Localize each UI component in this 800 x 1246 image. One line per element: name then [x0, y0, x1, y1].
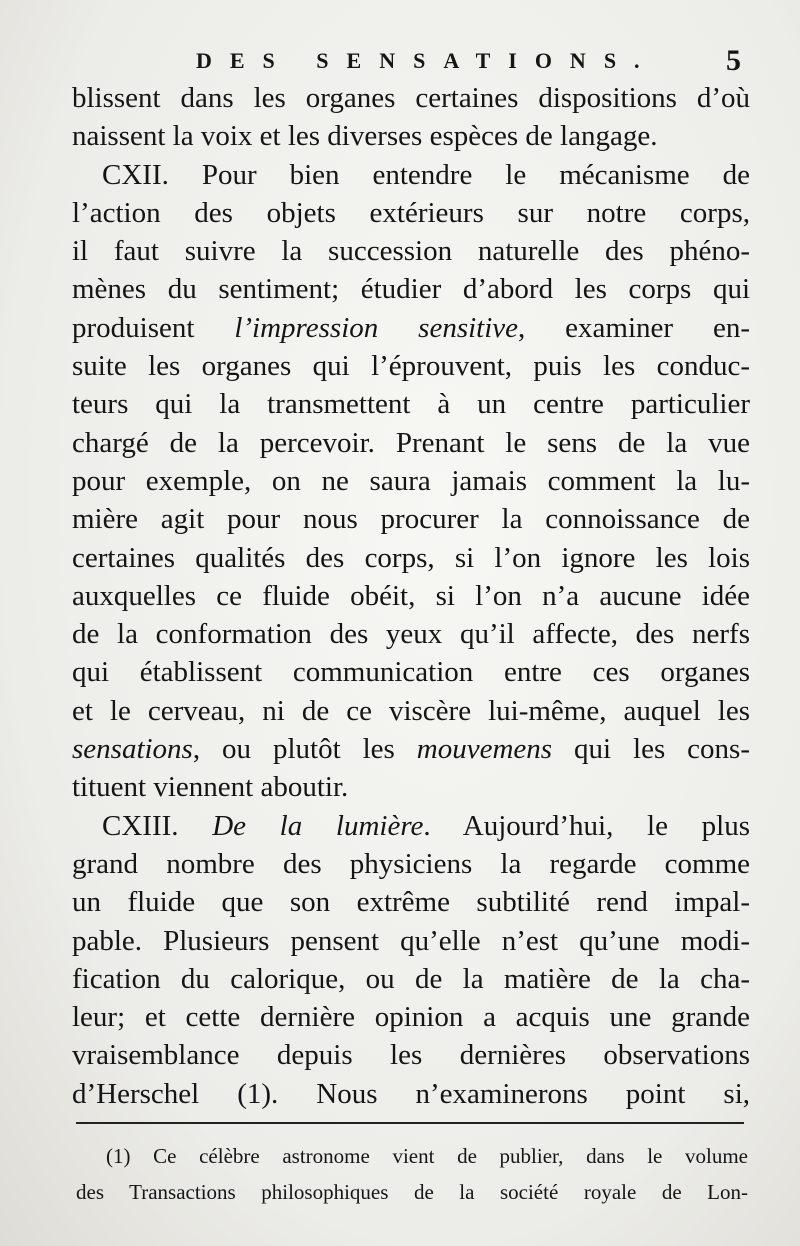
text-line: [72, 1075, 750, 1113]
italic-text: l’impression sensitive: [234, 311, 519, 344]
main-text: [72, 79, 750, 1113]
text-segment: mènes du sentiment; étudier d’abord les corps qui: [72, 273, 750, 306]
text-line: [72, 117, 750, 155]
text-line: [72, 156, 750, 194]
text-line: [72, 270, 750, 308]
text-line: [72, 347, 750, 385]
text-line: [72, 653, 750, 691]
text-segment: vraisemblance depuis les dernières observations: [72, 1039, 750, 1072]
text-segment: d’Herschel (1). Nous n’examinerons point si,: [72, 1077, 750, 1110]
text-segment: . Aujourd’hui, le plus: [423, 809, 750, 842]
text-line: [72, 692, 750, 730]
text-segment: auxquelles ce fluide obéit, si l’on n’a aucune idée: [72, 579, 750, 612]
text-line: [72, 922, 750, 960]
text-line: [72, 998, 750, 1036]
italic-text: De la lumière: [212, 809, 424, 842]
text-line: [72, 232, 750, 270]
text-segment: blissent dans les organes certaines dispositions d’où: [72, 82, 750, 114]
italic-text: sensations: [72, 733, 193, 766]
page-number: 5: [726, 44, 741, 77]
text-line: [72, 79, 750, 117]
text-line: [72, 424, 750, 462]
text-line: [72, 615, 750, 653]
footnote-line: (1) Ce célèbre astronome vient de publier, dans le volume: [106, 1144, 748, 1168]
text-segment: qui les cons-: [552, 733, 750, 766]
text-segment: grand nombre des physiciens la regarde comme: [72, 847, 750, 880]
text-segment: naissent la voix et les diverses espèces de langage.: [72, 120, 658, 153]
text-line: [72, 807, 750, 845]
text-line: [72, 194, 750, 232]
text-line: [72, 577, 750, 615]
text-line: [72, 730, 750, 768]
text-segment: fication du calorique, ou de la matière de la cha-: [72, 962, 750, 995]
text-segment: leur; et cette dernière opinion a acquis une grande: [72, 1001, 750, 1034]
text-line: [72, 883, 750, 921]
footnote: [76, 1138, 748, 1210]
text-line: [72, 768, 750, 806]
footnote-line: des Transactions philosophiques de la société royale de Lon-: [76, 1180, 748, 1204]
text-segment: teurs qui la transmettent à un centre particulier: [72, 388, 750, 421]
text-segment: CXII. Pour bien entendre le mécanisme de: [102, 158, 750, 191]
text-segment: , examiner en-: [518, 311, 751, 344]
text-segment: mière agit pour nous procurer la connoissance de: [72, 503, 750, 536]
text-segment: de la conformation des yeux qu’il affecte, des nerfs: [72, 618, 750, 651]
text-segment: chargé de la percevoir. Prenant le sens de la vue: [72, 426, 750, 459]
text-segment: CXIII.: [102, 809, 213, 842]
text-segment: il faut suivre la succession naturelle des phéno-: [72, 235, 750, 268]
text-line: [72, 500, 750, 538]
text-line: [72, 462, 750, 500]
text-segment: , ou plutôt les: [192, 733, 417, 766]
text-segment: suite les organes qui l’éprouvent, puis les conduc-: [72, 350, 750, 383]
text-line: [72, 960, 750, 998]
text-segment: certaines qualités des corps, si l’on ignore les lois: [72, 541, 750, 574]
text-segment: tituent viennent aboutir.: [72, 771, 349, 804]
text-segment: qui établissent communication entre ces organes: [72, 656, 750, 689]
text-line: [72, 1036, 750, 1074]
text-segment: produisent: [72, 311, 235, 344]
text-line: [72, 309, 750, 347]
text-segment: un fluide que son extrême subtilité rend impal-: [72, 886, 750, 919]
running-head: DES SENSATIONS.: [196, 48, 658, 73]
text-segment: et le cerveau, ni de ce viscère lui-même, auquel les: [72, 694, 750, 727]
text-line: [72, 539, 750, 577]
text-line: [72, 385, 750, 423]
page-header: [0, 44, 800, 84]
text-segment: l’action des objets extérieurs sur notre corps,: [72, 196, 750, 229]
text-line: [72, 845, 750, 883]
italic-text: mouvemens: [416, 733, 553, 766]
text-segment: pour exemple, on ne saura jamais comment la lu-: [72, 464, 750, 497]
footnote-separator: [76, 1122, 744, 1124]
text-segment: pable. Plusieurs pensent qu’elle n’est qu’une modi-: [72, 924, 750, 957]
